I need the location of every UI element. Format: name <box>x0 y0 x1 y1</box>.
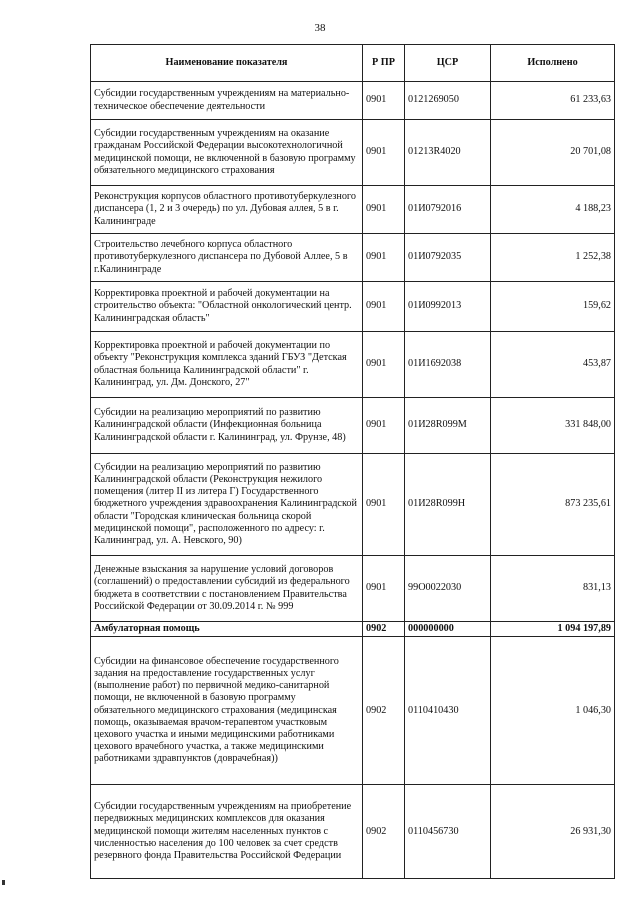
table-body <box>91 82 615 879</box>
row-name-cell: Амбулаторная помощь <box>91 622 363 637</box>
row-name-cell: Субсидии на реализацию мероприятий по развитию Калининградской области (Инфекционная больница Калининградской области г. Калининград, ул. Фрунзе, 48) <box>91 398 363 454</box>
row-amount-cell: 1 046,30 <box>491 637 615 785</box>
table-row <box>91 556 615 622</box>
row-rpr-cell: 0901 <box>363 282 405 332</box>
table-row <box>91 120 615 186</box>
table-row <box>91 234 615 282</box>
row-amount-cell: 1 252,38 <box>491 234 615 282</box>
row-rpr-cell: 0901 <box>363 556 405 622</box>
row-amount-cell: 4 188,23 <box>491 186 615 234</box>
row-amount-cell: 331 848,00 <box>491 398 615 454</box>
row-csr-cell: 01И28R099M <box>405 398 491 454</box>
row-csr-cell: 01И0792035 <box>405 234 491 282</box>
row-amount-cell: 453,87 <box>491 332 615 398</box>
header-rpr: Р ПР <box>363 45 405 82</box>
table-row <box>91 82 615 120</box>
table-row <box>91 186 615 234</box>
row-csr-cell: 99О0022030 <box>405 556 491 622</box>
row-csr-cell: 01И1692038 <box>405 332 491 398</box>
row-csr-cell: 01И28R099Н <box>405 454 491 556</box>
row-name-cell: Строительство лечебного корпуса областного противотуберкулезного диспансера по Дубовой Аллее, 5 в г.Калининграде <box>91 234 363 282</box>
table-row <box>91 637 615 785</box>
table-header-row <box>91 45 615 82</box>
row-rpr-cell: 0901 <box>363 332 405 398</box>
row-amount-cell: 61 233,63 <box>491 82 615 120</box>
row-csr-cell: 000000000 <box>405 622 491 637</box>
table-row <box>91 332 615 398</box>
table-row <box>91 785 615 879</box>
header-executed: Исполнено <box>491 45 615 82</box>
row-csr-cell: 01213R4020 <box>405 120 491 186</box>
row-rpr-cell: 0901 <box>363 82 405 120</box>
row-name-cell: Корректировка проектной и рабочей документации на строительство объекта: "Областной онкологический центр. Калининградская область" <box>91 282 363 332</box>
row-name-cell: Субсидии государственным учреждениям на материально-техническое обеспечение деятельности <box>91 82 363 120</box>
row-amount-cell: 1 094 197,89 <box>491 622 615 637</box>
row-amount-cell: 831,13 <box>491 556 615 622</box>
table-row <box>91 282 615 332</box>
header-csr: ЦСР <box>405 45 491 82</box>
row-rpr-cell: 0901 <box>363 120 405 186</box>
row-rpr-cell: 0902 <box>363 785 405 879</box>
row-name-cell: Субсидии на реализацию мероприятий по развитию Калининградской области (Реконструкция нежилого помещения (литер II из литера Г) Государственного бюджетного учреждения здравоохранения Калининградской области "Городская клиническая больница скорой медицинской помощи", расположенного по адресу: г. Калининград, ул. А. Невского, 90) <box>91 454 363 556</box>
row-amount-cell: 159,62 <box>491 282 615 332</box>
row-rpr-cell: 0901 <box>363 186 405 234</box>
table-row <box>91 454 615 556</box>
row-csr-cell: 0121269050 <box>405 82 491 120</box>
header-indicator-name: Наименование показателя <box>91 45 363 82</box>
page-number: 38 <box>314 22 326 34</box>
table-row <box>91 398 615 454</box>
row-name-cell: Корректировка проектной и рабочей документации по объекту "Реконструкция комплекса зданий ГБУЗ "Детская областная больница Калининградской области" г. Калининград, ул. Дм. Донского, 27" <box>91 332 363 398</box>
row-amount-cell: 20 701,08 <box>491 120 615 186</box>
row-rpr-cell: 0901 <box>363 234 405 282</box>
row-name-cell: Реконструкция корпусов областного противотуберкулезного диспансера (1, 2 и 3 очередь) по ул. Дубовая аллея, 5 в г. Калининграде <box>91 186 363 234</box>
table-row <box>91 622 615 637</box>
row-amount-cell: 26 931,30 <box>491 785 615 879</box>
row-name-cell: Субсидии на финансовое обеспечение государственного задания на предоставление государственных услуг (выполнение работ) по первичной медико-санитарной помощи, не включенной в базовую программу обязательного медицинского страхования (медицинская помощь, оказываемая врачом-терапевтом участковым цехового участка и иными медицинскими работниками цехового врачебного участка, а также медицинскими работниками здравпунктов (доврачебная)) <box>91 637 363 785</box>
row-amount-cell: 873 235,61 <box>491 454 615 556</box>
row-csr-cell: 0110456730 <box>405 785 491 879</box>
row-rpr-cell: 0902 <box>363 637 405 785</box>
row-name-cell: Субсидии государственным учреждениям на оказание гражданам Российской Федерации высокотехнологичной медицинской помощи, не включенной в базовую программу обязательного медицинского страхования <box>91 120 363 186</box>
row-rpr-cell: 0902 <box>363 622 405 637</box>
row-csr-cell: 01И0992013 <box>405 282 491 332</box>
row-csr-cell: 01И0792016 <box>405 186 491 234</box>
budget-execution-table <box>90 44 615 879</box>
row-name-cell: Субсидии государственным учреждениям на приобретение передвижных медицинских комплексов для оказания медицинской помощи жителям населенных пунктов с численностью населения до 100 человек за счет средств резервного фонда Правительства Российской Федерации <box>91 785 363 879</box>
row-rpr-cell: 0901 <box>363 454 405 556</box>
margin-mark <box>2 880 5 885</box>
row-name-cell: Денежные взыскания за нарушение условий договоров (соглашений) о предоставлении субсидий из федерального бюджета в соответствии с постановлением Правительства Российской Федерации от 30.09.2014 г. № 999 <box>91 556 363 622</box>
row-rpr-cell: 0901 <box>363 398 405 454</box>
row-csr-cell: 0110410430 <box>405 637 491 785</box>
